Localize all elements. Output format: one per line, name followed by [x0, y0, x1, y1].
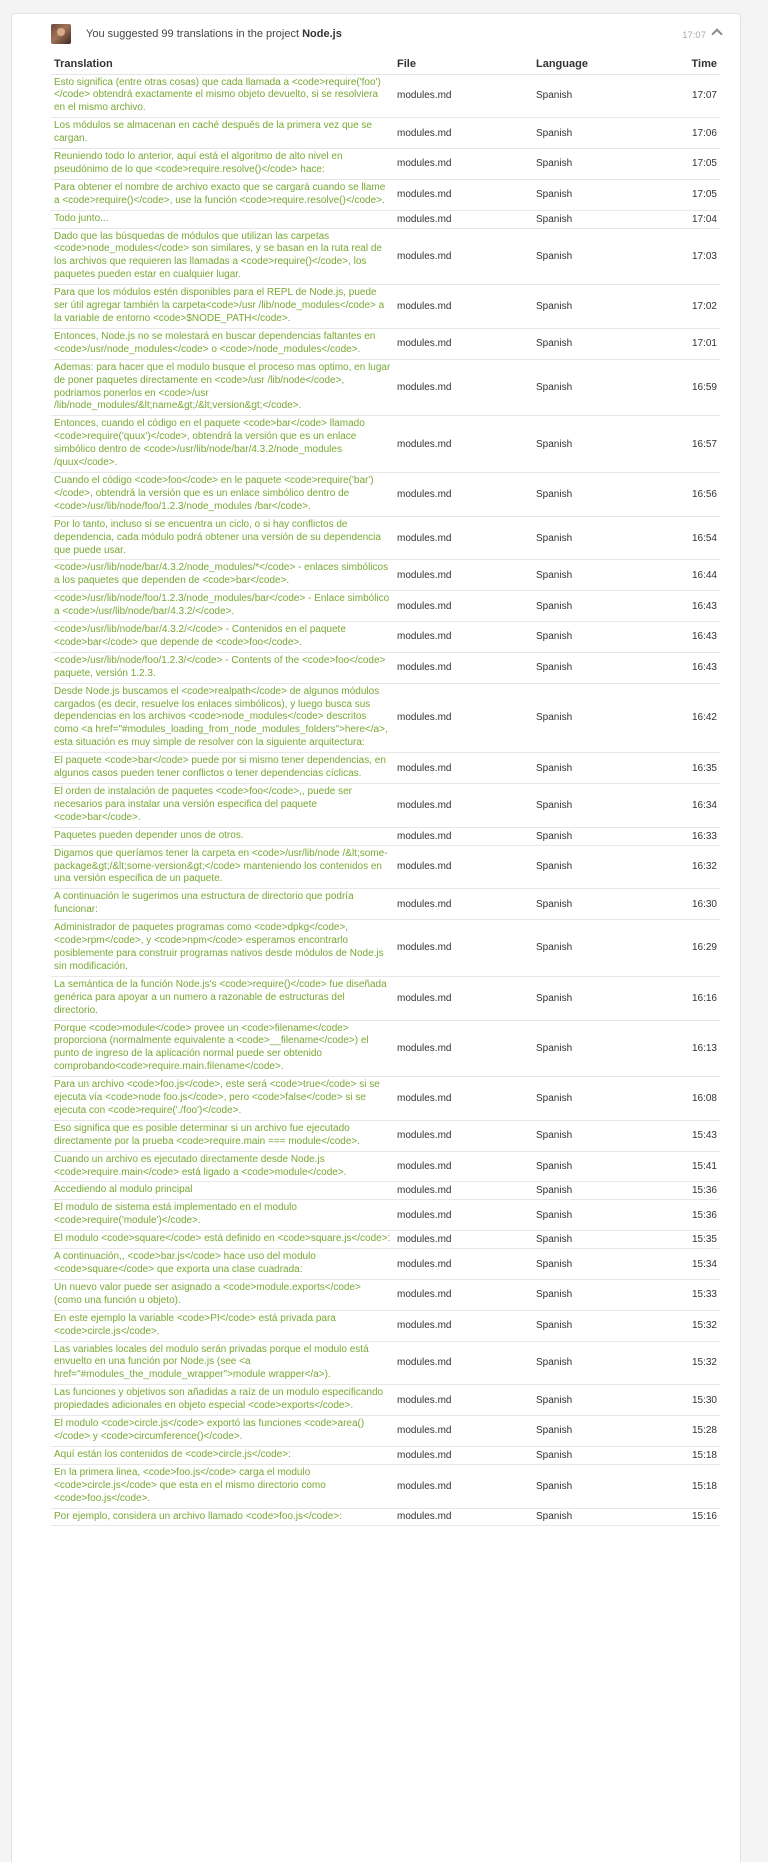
file-cell: modules.md	[394, 845, 533, 889]
language-cell: Spanish	[533, 149, 650, 180]
language-cell: Spanish	[533, 976, 650, 1020]
table-row	[51, 1077, 720, 1121]
time-cell: 17:04	[650, 210, 720, 228]
file-cell: modules.md	[394, 683, 533, 753]
translation-cell[interactable]: El modulo <code>square</code> está definido en <code>square.js</code>:	[51, 1231, 394, 1249]
translation-cell[interactable]: El paquete <code>bar</code> puede por si mismo tener dependencias, en algunos casos pueden tener conflictos o tener dependencias cíclicas.	[51, 753, 394, 784]
translation-cell[interactable]: Todo junto...	[51, 210, 394, 228]
time-cell: 15:18	[650, 1446, 720, 1464]
translation-cell[interactable]: Para un archivo <code>foo.js</code>, este será <code>true</code> si se ejecuta vía <code>node foo.js</code>, pero <code>false</code> si se ejecuta con <code>require('./foo')</code>.	[51, 1077, 394, 1121]
table-row	[51, 118, 720, 149]
translation-cell[interactable]: El modulo <code>circle.js</code> exportó las funciones <code>area() </code> y <code>circumference()</code>.	[51, 1416, 394, 1447]
table-row	[51, 591, 720, 622]
file-cell: modules.md	[394, 328, 533, 359]
language-cell: Spanish	[533, 889, 650, 920]
file-cell: modules.md	[394, 622, 533, 653]
language-cell: Spanish	[533, 359, 650, 416]
translations-table	[51, 54, 720, 1526]
time-cell: 16:44	[650, 560, 720, 591]
language-cell: Spanish	[533, 591, 650, 622]
file-cell: modules.md	[394, 210, 533, 228]
language-cell: Spanish	[533, 1310, 650, 1341]
language-cell: Spanish	[533, 472, 650, 516]
translation-cell[interactable]: El orden de instalación de paquetes <code>foo</code>,, puede ser necesarios para instalar una versión especifica del paquete <code>bar</code>.	[51, 784, 394, 828]
translation-cell[interactable]: En este ejemplo la variable <code>PI</code> está privada para <code>circle.js</code>.	[51, 1310, 394, 1341]
table-row	[51, 753, 720, 784]
header-time: 17:07	[682, 30, 706, 41]
time-cell: 16:35	[650, 753, 720, 784]
language-cell: Spanish	[533, 784, 650, 828]
time-cell: 15:33	[650, 1279, 720, 1310]
file-cell: modules.md	[394, 1416, 533, 1447]
translation-cell[interactable]: Para obtener el nombre de archivo exacto que se cargará cuando se llame a <code>require()</code>, use la función <code>require.resolve()</code>.	[51, 179, 394, 210]
time-cell: 17:02	[650, 285, 720, 329]
time-cell: 15:36	[650, 1182, 720, 1200]
language-cell: Spanish	[533, 622, 650, 653]
language-cell: Spanish	[533, 845, 650, 889]
file-cell: modules.md	[394, 74, 533, 118]
time-cell: 17:07	[650, 74, 720, 118]
table-row	[51, 1020, 720, 1077]
language-cell: Spanish	[533, 753, 650, 784]
time-cell: 16:13	[650, 1020, 720, 1077]
translation-cell[interactable]: Las variables locales del modulo serán privadas porque el modulo está envuelto en una función por Node.js (see <a href="#modules_the_module_wrapper">module wrapper</a>).	[51, 1341, 394, 1385]
language-cell: Spanish	[533, 652, 650, 683]
translation-cell[interactable]: Desde Node.js buscamos el <code>realpath</code> de algunos módulos cargados (es decir, resuelve los enlaces simbólicos), y luego busca sus dependencias en los archivos <code>node_modules</code> descritos como <a href="#modules_loading_from_node_modules_folders">here</a>, esta situación es muy simple de resolver con la siguiente arquitectura:	[51, 683, 394, 753]
time-cell: 15:32	[650, 1341, 720, 1385]
file-cell: modules.md	[394, 179, 533, 210]
file-cell: modules.md	[394, 1508, 533, 1526]
language-cell: Spanish	[533, 1231, 650, 1249]
time-cell: 16:16	[650, 976, 720, 1020]
table-row	[51, 976, 720, 1020]
translation-cell[interactable]: Esto significa (entre otras cosas) que cada llamada a <code>require('foo')</code> obtendrá exactamente el mismo objeto devuelto, si se resolviera en el mismo archivo.	[51, 74, 394, 118]
column-header-language: Language	[533, 54, 650, 74]
file-cell: modules.md	[394, 1310, 533, 1341]
time-cell: 15:34	[650, 1249, 720, 1280]
time-cell: 16:43	[650, 622, 720, 653]
card-header	[12, 14, 740, 54]
translation-cell[interactable]: Por ejemplo, considera un archivo llamado <code>foo.js</code>:	[51, 1508, 394, 1526]
column-header-translation: Translation	[51, 54, 394, 74]
table-row	[51, 1464, 720, 1508]
table-row	[51, 1151, 720, 1182]
file-cell: modules.md	[394, 516, 533, 560]
table-row	[51, 1416, 720, 1447]
table-row	[51, 228, 720, 285]
translation-cell[interactable]: Eso significa que es posible determinar si un archivo fue ejecutado directamente por la prueba <code>require.main === module</code>.	[51, 1120, 394, 1151]
translation-cell[interactable]: Las funciones y objetivos son añadidas a raíz de un modulo especificando propiedades adicionales en objeto especial <code>exports</code>.	[51, 1385, 394, 1416]
time-cell: 16:56	[650, 472, 720, 516]
table-row	[51, 1231, 720, 1249]
time-cell: 15:28	[650, 1416, 720, 1447]
table-row	[51, 516, 720, 560]
language-cell: Spanish	[533, 1464, 650, 1508]
table-row	[51, 652, 720, 683]
file-cell: modules.md	[394, 228, 533, 285]
translation-cell[interactable]: Administrador de paquetes programas como <code>dpkg</code>, <code>rpm</code>, y <code>npm</code> esperamos encontrarlo posiblemente para construir programas nativos desde módulos de Node.js sin modificación.	[51, 920, 394, 977]
translation-cell[interactable]: La semántica de la función Node.js's <code>require()</code> fue diseñada genérica para apoyar a un numero a razonable de estructuras del directorio.	[51, 976, 394, 1020]
translation-cell[interactable]: Aquí están los contenidos de <code>circle.js</code>:	[51, 1446, 394, 1464]
translation-cell[interactable]: Porque <code>module</code> provee un <code>filename</code> proporciona (normalmente equivalente a <code>__filename</code>) el punto de ingreso de la aplicación normal puede ser obtenido comprobando<code>require.main.filename</code>.	[51, 1020, 394, 1077]
translation-cell[interactable]: Un nuevo valor puede ser asignado a <code>module.exports</code> (como una función u objeto).	[51, 1279, 394, 1310]
table-body	[51, 74, 720, 1526]
table-row	[51, 1182, 720, 1200]
file-cell: modules.md	[394, 827, 533, 845]
language-cell: Spanish	[533, 74, 650, 118]
language-cell: Spanish	[533, 920, 650, 977]
time-cell: 17:01	[650, 328, 720, 359]
table-row	[51, 359, 720, 416]
column-header-file: File	[394, 54, 533, 74]
translation-cell[interactable]: A continuación le sugerimos una estructura de directorio que podría funcionar:	[51, 889, 394, 920]
file-cell: modules.md	[394, 753, 533, 784]
file-cell: modules.md	[394, 1151, 533, 1182]
time-cell: 17:06	[650, 118, 720, 149]
language-cell: Spanish	[533, 210, 650, 228]
language-cell: Spanish	[533, 516, 650, 560]
activity-card	[11, 13, 741, 1862]
language-cell: Spanish	[533, 228, 650, 285]
translation-cell[interactable]: Entonces, Node.js no se molestará en buscar dependencias faltantes en <code>/usr/node_modules</code> o <code>/node_modules</code>.	[51, 328, 394, 359]
table-row	[51, 149, 720, 180]
time-cell: 15:35	[650, 1231, 720, 1249]
time-cell: 17:05	[650, 149, 720, 180]
table-row	[51, 328, 720, 359]
time-cell: 16:29	[650, 920, 720, 977]
time-cell: 16:43	[650, 652, 720, 683]
language-cell: Spanish	[533, 1416, 650, 1447]
time-cell: 16:33	[650, 827, 720, 845]
time-cell: 16:43	[650, 591, 720, 622]
language-cell: Spanish	[533, 683, 650, 753]
translation-cell[interactable]: A continuación,, <code>bar.js</code> hace uso del modulo <code>square</code> que exporta una clase cuadrada:	[51, 1249, 394, 1280]
language-cell: Spanish	[533, 1020, 650, 1077]
file-cell: modules.md	[394, 560, 533, 591]
time-cell: 16:57	[650, 416, 720, 473]
collapse-chevron-icon[interactable]	[710, 24, 724, 38]
file-cell: modules.md	[394, 1182, 533, 1200]
translation-cell[interactable]: Paquetes pueden depender unos de otros.	[51, 827, 394, 845]
file-cell: modules.md	[394, 1446, 533, 1464]
translation-cell[interactable]: Por lo tanto, incluso si se encuentra un ciclo, o si hay conflictos de dependencia, cada módulo podrá obtener una versión de su dependencia que puede usar.	[51, 516, 394, 560]
table-row	[51, 472, 720, 516]
table-row	[51, 210, 720, 228]
language-cell: Spanish	[533, 1249, 650, 1280]
file-cell: modules.md	[394, 1200, 533, 1231]
activity-summary	[86, 28, 342, 40]
summary-text: You suggested 99 translations in the project	[86, 28, 300, 40]
time-cell: 16:54	[650, 516, 720, 560]
translation-cell[interactable]: Los módulos se almacenan en caché después de la primera vez que se cargan.	[51, 118, 394, 149]
project-link[interactable]: Node.js	[302, 28, 342, 40]
file-cell: modules.md	[394, 149, 533, 180]
table-row	[51, 1310, 720, 1341]
translation-cell[interactable]: Ademas: para hacer que el modulo busque el proceso mas optimo, en lugar de poner paquetes directamente en <code>/usr /lib/node</code>, podriamos ponerlos en <code>/usr /lib/node_modules/&lt;name&gt;/&lt;version&gt;</code>.	[51, 359, 394, 416]
time-cell: 17:03	[650, 228, 720, 285]
table-row	[51, 845, 720, 889]
language-cell: Spanish	[533, 416, 650, 473]
file-cell: modules.md	[394, 416, 533, 473]
translation-cell[interactable]: Accediendo al modulo principal	[51, 1182, 394, 1200]
language-cell: Spanish	[533, 1341, 650, 1385]
table-row	[51, 179, 720, 210]
language-cell: Spanish	[533, 1077, 650, 1121]
time-cell: 17:05	[650, 179, 720, 210]
time-cell: 15:18	[650, 1464, 720, 1508]
translation-cell[interactable]: Para que los módulos estén disponibles para el REPL de Node.js, puede ser útil agregar también la carpeta<code>/usr /lib/node_modules</code> a la variable de entorno <code>$NODE_PATH</code>.	[51, 285, 394, 329]
time-cell: 16:42	[650, 683, 720, 753]
language-cell: Spanish	[533, 1446, 650, 1464]
language-cell: Spanish	[533, 1279, 650, 1310]
table-row	[51, 1120, 720, 1151]
table-header-row	[51, 54, 720, 74]
avatar	[51, 24, 71, 44]
time-cell: 15:41	[650, 1151, 720, 1182]
translation-cell[interactable]: <code>/usr/lib/node/bar/4.3.2/node_modules/*</code> - enlaces simbólicos a los paquetes que dependen de <code>bar</code>.	[51, 560, 394, 591]
time-cell: 15:32	[650, 1310, 720, 1341]
table-row	[51, 1385, 720, 1416]
language-cell: Spanish	[533, 118, 650, 149]
file-cell: modules.md	[394, 1077, 533, 1121]
file-cell: modules.md	[394, 1341, 533, 1385]
language-cell: Spanish	[533, 179, 650, 210]
table-row	[51, 1446, 720, 1464]
file-cell: modules.md	[394, 1020, 533, 1077]
table-row	[51, 784, 720, 828]
file-cell: modules.md	[394, 889, 533, 920]
table-row	[51, 827, 720, 845]
language-cell: Spanish	[533, 1385, 650, 1416]
file-cell: modules.md	[394, 784, 533, 828]
time-cell: 16:08	[650, 1077, 720, 1121]
translation-cell[interactable]: <code>/usr/lib/node/foo/1.2.3/</code> - Contents of the <code>foo</code> paquete, versión 1.2.3.	[51, 652, 394, 683]
file-cell: modules.md	[394, 976, 533, 1020]
table-row	[51, 416, 720, 473]
language-cell: Spanish	[533, 1200, 650, 1231]
file-cell: modules.md	[394, 472, 533, 516]
table-row	[51, 285, 720, 329]
time-cell: 16:30	[650, 889, 720, 920]
table-row	[51, 889, 720, 920]
translation-cell[interactable]: Dado que las búsquedas de módulos que utilizan las carpetas <code>node_modules</code> son similares, y se basan en la ruta real de los archivos que requieren las llamadas a <code>require()</code>, los paquetes pueden estar en cualquier lugar.	[51, 228, 394, 285]
table-row	[51, 560, 720, 591]
language-cell: Spanish	[533, 1182, 650, 1200]
column-header-time: Time	[650, 54, 720, 74]
file-cell: modules.md	[394, 652, 533, 683]
time-cell: 16:32	[650, 845, 720, 889]
file-cell: modules.md	[394, 1464, 533, 1508]
translation-cell[interactable]: Cuando el código <code>foo</code> en le paquete <code>require('bar')</code>, obtendrá la versión que es un enlace simbólico dentro de <code>/usr/lib/node/foo/1.2.3/node_modules /bar</code>.	[51, 472, 394, 516]
file-cell: modules.md	[394, 1120, 533, 1151]
file-cell: modules.md	[394, 1385, 533, 1416]
file-cell: modules.md	[394, 1231, 533, 1249]
language-cell: Spanish	[533, 1120, 650, 1151]
table-row	[51, 1200, 720, 1231]
translation-cell[interactable]: En la primera linea, <code>foo.js</code> carga el modulo <code>circle.js</code> que esta en el mismo directorio como <code>foo.js</code>.	[51, 1464, 394, 1508]
time-cell: 15:43	[650, 1120, 720, 1151]
table-row	[51, 1279, 720, 1310]
table-row	[51, 683, 720, 753]
translation-cell[interactable]: Digamos que queríamos tener la carpeta en <code>/usr/lib/node /&lt;some-package&gt;/&lt;some-version&gt;</code> manteniendo los contenidos en una versión especifica de un paquete.	[51, 845, 394, 889]
language-cell: Spanish	[533, 1151, 650, 1182]
time-cell: 15:36	[650, 1200, 720, 1231]
language-cell: Spanish	[533, 560, 650, 591]
time-cell: 15:30	[650, 1385, 720, 1416]
file-cell: modules.md	[394, 1279, 533, 1310]
table-row	[51, 74, 720, 118]
time-cell: 16:59	[650, 359, 720, 416]
table-row	[51, 1341, 720, 1385]
translation-cell[interactable]: Reuniendo todo lo anterior, aquí está el algoritmo de alto nivel en pseudónimo de lo que <code>require.resolve()</code> hace:	[51, 149, 394, 180]
time-cell: 15:16	[650, 1508, 720, 1526]
translation-cell[interactable]: <code>/usr/lib/node/bar/4.3.2/</code> - Contenidos en el paquete <code>bar</code> que depende de <code>foo</code>.	[51, 622, 394, 653]
translation-cell[interactable]: El modulo de sistema está implementado en el modulo <code>require('module')</code>.	[51, 1200, 394, 1231]
table-row	[51, 1249, 720, 1280]
language-cell: Spanish	[533, 328, 650, 359]
file-cell: modules.md	[394, 285, 533, 329]
table-row	[51, 920, 720, 977]
translation-cell[interactable]: Cuando un archivo es ejecutado directamente desde Node.js <code>require.main</code> está ligado a <code>module</code>.	[51, 1151, 394, 1182]
language-cell: Spanish	[533, 285, 650, 329]
file-cell: modules.md	[394, 920, 533, 977]
language-cell: Spanish	[533, 1508, 650, 1526]
translation-cell[interactable]: <code>/usr/lib/node/foo/1.2.3/node_modules/bar</code> - Enlace simbólico a <code>/usr/lib/node/bar/4.3.2/</code>.	[51, 591, 394, 622]
file-cell: modules.md	[394, 1249, 533, 1280]
time-cell: 16:34	[650, 784, 720, 828]
table-row	[51, 1508, 720, 1526]
file-cell: modules.md	[394, 591, 533, 622]
translation-cell[interactable]: Entonces, cuando el código en el paquete <code>bar</code> llamado <code>require('quux')</code>, obtendrá la versión que es un enlace simbólico dentro de <code>/usr/lib/node/bar/4.3.2/node_modules /quux</code>.	[51, 416, 394, 473]
language-cell: Spanish	[533, 827, 650, 845]
file-cell: modules.md	[394, 359, 533, 416]
file-cell: modules.md	[394, 118, 533, 149]
table-row	[51, 622, 720, 653]
